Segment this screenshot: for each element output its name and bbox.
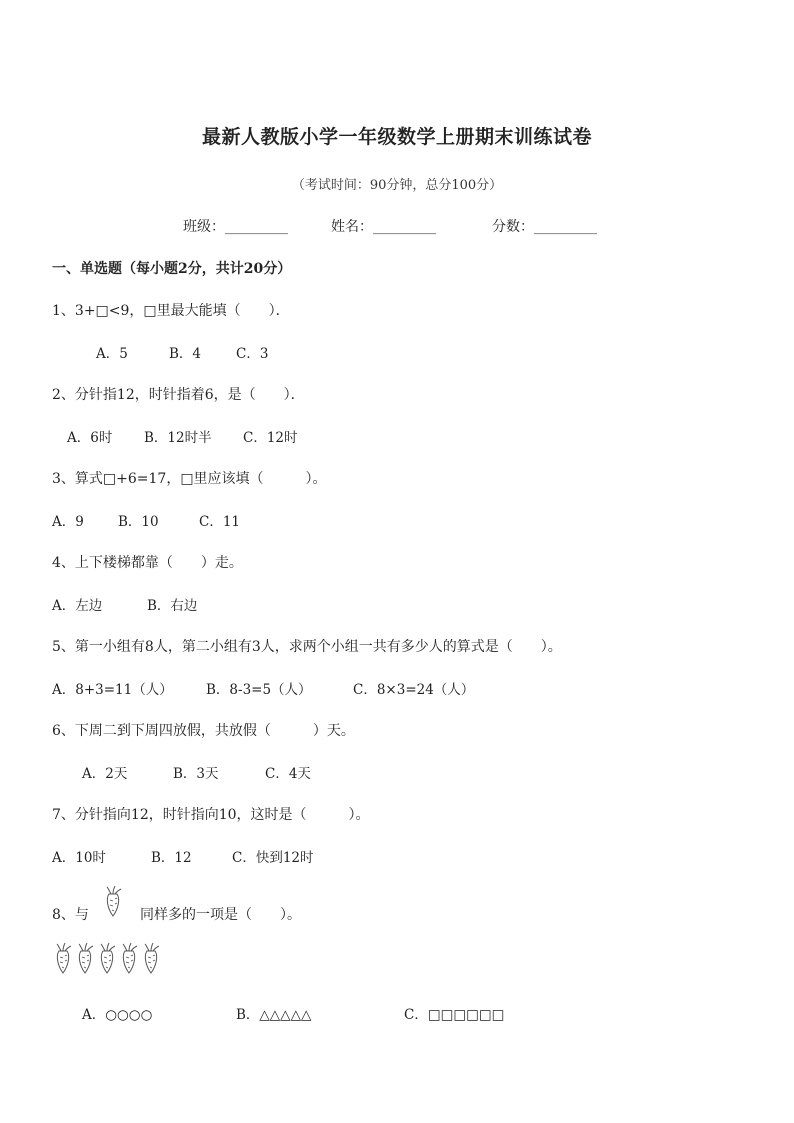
question-8-text: 同样多的一项是（ ）。: [140, 907, 301, 923]
q6-option-a: A．2天: [82, 766, 128, 782]
carrot-icon: [142, 942, 162, 976]
q8-option-c: C．□□□□□□: [404, 1007, 505, 1023]
q2-option-b: B．12时半: [144, 430, 212, 446]
question-8-prefix: 8、与: [52, 907, 89, 923]
q6-option-c: C．4天: [265, 766, 311, 782]
carrot-icon: [54, 942, 74, 976]
question-1: 1、3+□<9，□里最大能填（ ）．: [52, 303, 290, 319]
q8-option-a: A．○○○○: [82, 1007, 153, 1023]
q2-option-c: C．12时: [243, 430, 298, 446]
name-field: 姓名：_________: [331, 219, 436, 235]
page-title: 最新人教版小学一年级数学上册期末训练试卷: [201, 126, 592, 148]
carrot-icon: [104, 886, 124, 918]
exam-subtitle: （考试时间：90分钟，总分100分）: [291, 178, 503, 193]
carrot-icon: [120, 942, 140, 976]
q3-option-c: C．11: [199, 514, 241, 530]
q4-option-b: B．右边: [147, 598, 198, 614]
question-6: 6、下周二到下周四放假，共放假（ ）天。: [52, 723, 355, 739]
q6-option-b: B．3天: [173, 766, 219, 782]
q7-option-c: C．快到12时: [232, 850, 314, 866]
q5-option-b: B．8-3=5（人）: [206, 682, 312, 698]
q8-option-b: B．△△△△△: [236, 1007, 312, 1023]
q1-option-b: B．4: [169, 346, 202, 362]
section-heading: 一、单选题（每小题2分，共计20分）: [52, 261, 292, 277]
q1-option-c: C．3: [236, 346, 269, 362]
q2-option-a: A．6时: [67, 430, 113, 446]
class-field: 班级：_________: [183, 219, 288, 235]
q3-option-a: A．9: [52, 514, 84, 530]
question-7: 7、分针指向12，时针指向10，这时是（ ）。: [52, 807, 370, 823]
score-field: 分数：_________: [492, 219, 597, 235]
question-4: 4、上下楼梯都靠（ ）走。: [52, 555, 243, 571]
q3-option-b: B．10: [118, 514, 159, 530]
q5-option-a: A．8+3=11（人）: [52, 682, 173, 698]
question-5: 5、第一小组有8人，第二小组有3人，求两个小组一共有多少人的算式是（ ）。: [52, 639, 562, 655]
q4-option-a: A．左边: [52, 598, 103, 614]
carrot-icon: [98, 942, 118, 976]
carrot-icon: [76, 942, 96, 976]
q7-option-a: A．10时: [52, 850, 106, 866]
q7-option-b: B．12: [151, 850, 192, 866]
q5-option-c: C．8×3=24（人）: [353, 682, 475, 698]
question-3: 3、算式□+6=17，□里应该填（ ）。: [52, 471, 327, 487]
q1-option-a: A．5: [96, 346, 128, 362]
question-2: 2、分针指12，时针指着6，是（ ）．: [52, 387, 305, 403]
